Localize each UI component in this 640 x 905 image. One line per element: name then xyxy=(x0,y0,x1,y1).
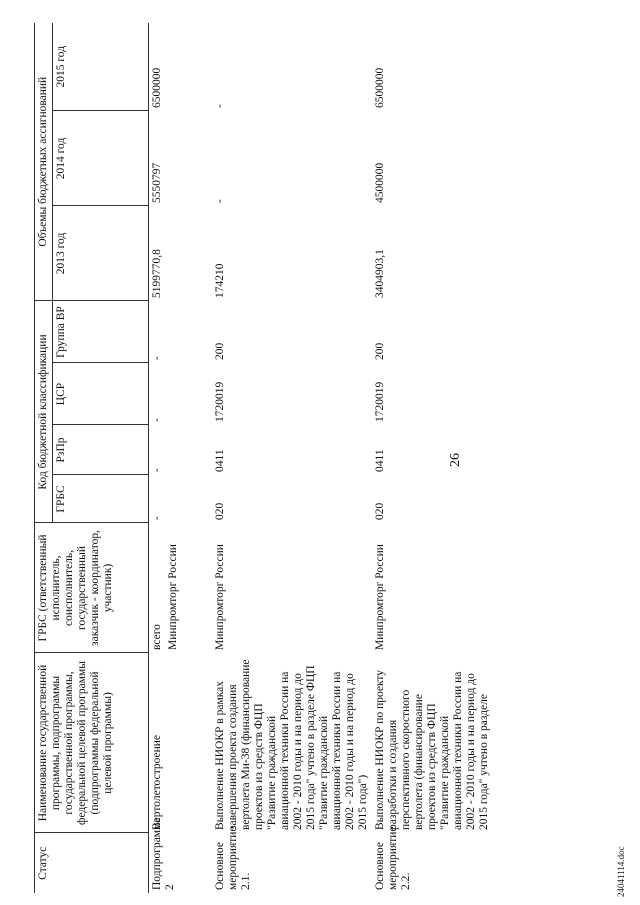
row-vr: 200 xyxy=(214,342,227,360)
header-name: Наименование государственной программы, подпрограммы государственной программы, федеральной целевой программы (подпрограммы федеральной целевой программы) xyxy=(35,653,149,833)
row-grbs-ministry: Минпромторг России xyxy=(166,544,179,650)
row-rzpr: 0411 xyxy=(214,449,227,472)
row-2013: 5199770,8 xyxy=(150,249,163,298)
row-2014: - xyxy=(214,199,227,203)
table-row xyxy=(372,23,493,893)
row-2015: - xyxy=(214,104,227,108)
header-grbs-full: ГРБС (ответственный исполнитель, соисполнитель, государственный заказчик - координатор, участник) xyxy=(35,523,149,653)
row-status: Подпрограмма 2 xyxy=(150,817,176,890)
header-rzpr: РзПр xyxy=(52,425,148,475)
page-number: 26 xyxy=(448,453,463,467)
row-name: Выполнение НИОКР по проекту разработки и создания перспективного скоростного вертолета (финансирование проектов из средств ФЦП "Развитие гражданской авиационной техники России на 2002 - 2010 годы и на период до 2015 года" учтено в разделе xyxy=(374,669,491,830)
row-2013: 3404903,1 xyxy=(374,249,387,298)
row-vr: 200 xyxy=(374,342,387,360)
header-2015: 2015 год xyxy=(52,23,148,111)
row-rzpr: - xyxy=(150,468,163,472)
row-grbs-full xyxy=(148,523,212,653)
row-2014: 4500000 xyxy=(374,162,387,203)
row-status: Основное мероприятие 2.2. xyxy=(374,826,413,890)
document-id: 24041114.doc xyxy=(616,846,626,897)
row-grbs: - xyxy=(150,516,163,520)
row-rzpr: 0411 xyxy=(374,449,387,472)
row-2015: 6500000 xyxy=(374,67,387,108)
table-row xyxy=(212,23,372,893)
row-2013: 174210 xyxy=(214,263,227,298)
header-budget-volume: Объемы бюджетных ассигнований xyxy=(35,23,53,301)
row-grbs-total: всего xyxy=(150,624,163,650)
table-row xyxy=(148,23,212,893)
row-2015: 6500000 xyxy=(150,67,163,108)
header-2013: 2013 год xyxy=(52,206,148,301)
row-csr: - xyxy=(150,418,163,422)
row-grbs: 020 xyxy=(374,502,387,520)
row-grbs-full: Минпромторг России xyxy=(214,544,227,650)
row-name: Вертолетостроение xyxy=(150,734,163,830)
row-grbs-full: Минпромторг России xyxy=(374,544,387,650)
header-csr: ЦСР xyxy=(52,363,148,425)
budget-table xyxy=(34,23,493,893)
row-csr: 1720019 xyxy=(214,381,227,422)
row-vr: - xyxy=(150,356,163,360)
header-status: Статус xyxy=(35,833,149,893)
header-budget-code: Код бюджетной классификации xyxy=(35,301,53,523)
header-grbs: ГРБС xyxy=(52,475,148,523)
row-2014: 5550797 xyxy=(150,162,163,203)
row-grbs: 020 xyxy=(214,502,227,520)
row-name: Выполнение НИОКР в рамках завершения проекта создания вертолета Ми-38 (финансирование проектов из средств ФЦП "Развитие гражданской авиационной техники России на 2002 - 2010 годы и на период до 2015 года" учтено в разделе ФЦП "Развитие гражданской авиационной техники России на 2002 - 2010 годы и на период до 2015 года") xyxy=(214,659,370,830)
row-status: Основное мероприятие 2.1. xyxy=(214,826,253,890)
header-vr: Группа ВР xyxy=(52,301,148,363)
row-csr: 1720019 xyxy=(374,381,387,422)
header-2014: 2014 год xyxy=(52,111,148,206)
